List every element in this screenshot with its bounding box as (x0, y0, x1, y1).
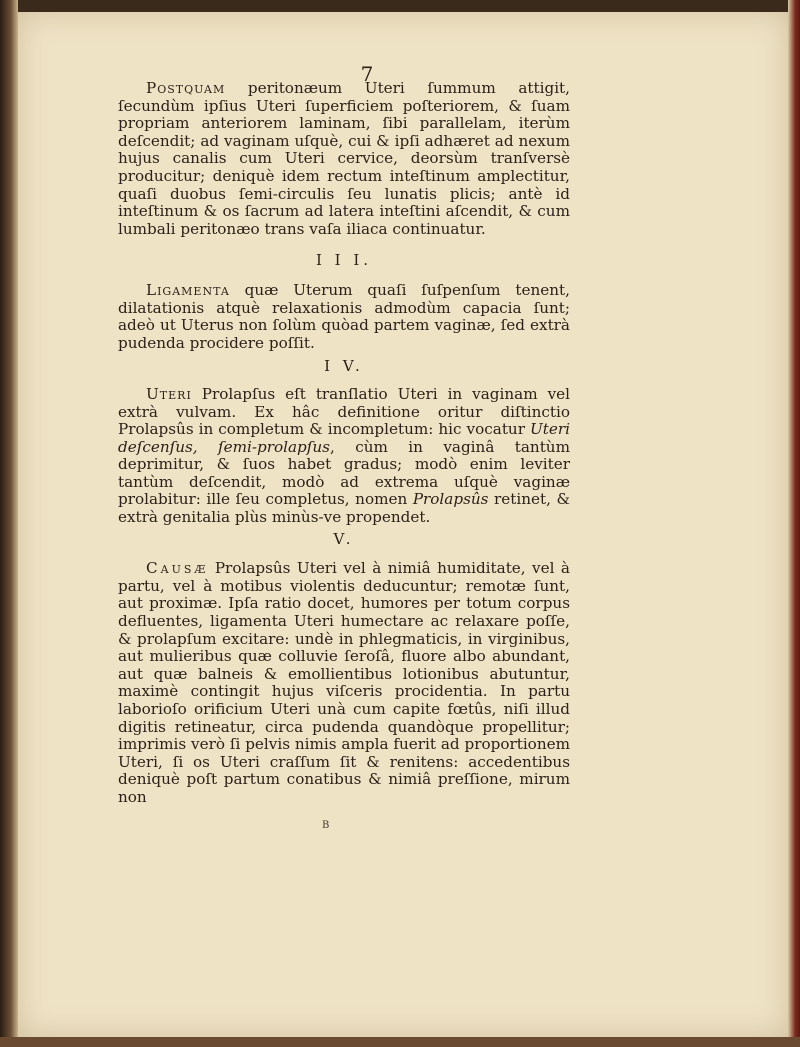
signature-mark: B (322, 820, 330, 831)
paragraph-text: retinet, & extrà genitalia plùs minùs-ve propendet. (118, 490, 570, 527)
page-number: 7 (360, 62, 374, 86)
lead-word: Ligamenta (146, 280, 230, 299)
lead-word: Uteri (146, 384, 192, 403)
page-edge-right (788, 0, 800, 1047)
paragraph-text: , cùm in vaginâ tantùm deprimitur, & ſuos habet gradus; modò enim leviter tantùm deſcendit, modò ad extrema uſquè vaginæ prolabitur: ille ſeu completus, nomen (118, 437, 570, 509)
paragraph-postquam (118, 80, 570, 238)
paragraph-ligamenta (118, 282, 570, 352)
paragraph-text: quæ Uterum quaſi ſuſpenſum tenent, dilatationis atquè relaxationis admodùm capacia ſunt; adeò ut Uterus non ſolùm quòad partem vaginæ, ſed extrà pudenda procidere poſſit. (118, 280, 570, 352)
lead-word: Postquam (146, 79, 226, 97)
paragraph-text: peritonæum Uteri ſummum attigit, ſecundùm ipſius Uteri ſuperficiem poſteriorem, & ſuam propriam anteriorem laminam, ſibi parallelam, iterùm deſcendit; ad vaginam uſquè, cui & ipſi adhæret ad nexum hujus canalis cum Uteri cervice, deorsùm tranſversè producitur; deniquè idem rectum inteſtinum amplectitur, quaſi duobus ſemi-circulis ſeu lunatis plicis; antè id inteſtinum & os ſacrum ad latera inteſtini aſcendit, & cum lumbali peritonæo trans vaſa iliaca continuatur. (118, 79, 570, 238)
paragraph-uteri (118, 386, 570, 527)
lead-word: Causæ (146, 559, 209, 578)
book-gutter (0, 0, 18, 1047)
paragraph-causae (118, 560, 570, 806)
page-edge-bottom (0, 1037, 800, 1047)
section-heading-4: I V. (324, 357, 364, 376)
italic-term: Prolapsûs (412, 490, 489, 509)
section-heading-3: I I I. (315, 251, 373, 270)
paragraph-text: Prolapsûs Uteri vel à nimiâ humiditate, vel à partu, vel à motibus violentis deducuntur; remotæ ſunt, aut proximæ. Ipſa ratio docet, humores per totum corpus defluentes, ligamenta Uteri humectare ac relaxare poſſe, & prolapſum excitare: undè in phlegmaticis, in virginibus, aut mulieribus quæ colluvie ſeroſâ, fluore albo abundant, aut quæ balneis & emollientibus lotionibus abutuntur, maximè contingit hujus viſceris procidentia. In partu laborioſo orificium Uteri unà cum capite fœtûs, niſi illud digitis retineatur, circa pudenda quandòque propellitur; imprimis verò ſi pelvis nimis ampla fuerit ad proportionem Uteri, ſi os Uteri craſſum ſit & renitens: accedentibus deniquè poſt partum conatibus & nimiâ preſſione, mirum non (118, 559, 570, 806)
italic-term: Uteri deſcenſus, ſemi-prolapſus (118, 420, 570, 456)
page-text (118, 64, 570, 807)
paragraph-text: Prolapſus eſt tranſlatio Uteri in vaginam vel extrà vulvam. Ex hâc definitione oritur diſtinctio Prolapsûs in completum & incompletum: hic vocatur (118, 384, 570, 439)
section-heading-5: V. (333, 529, 355, 548)
